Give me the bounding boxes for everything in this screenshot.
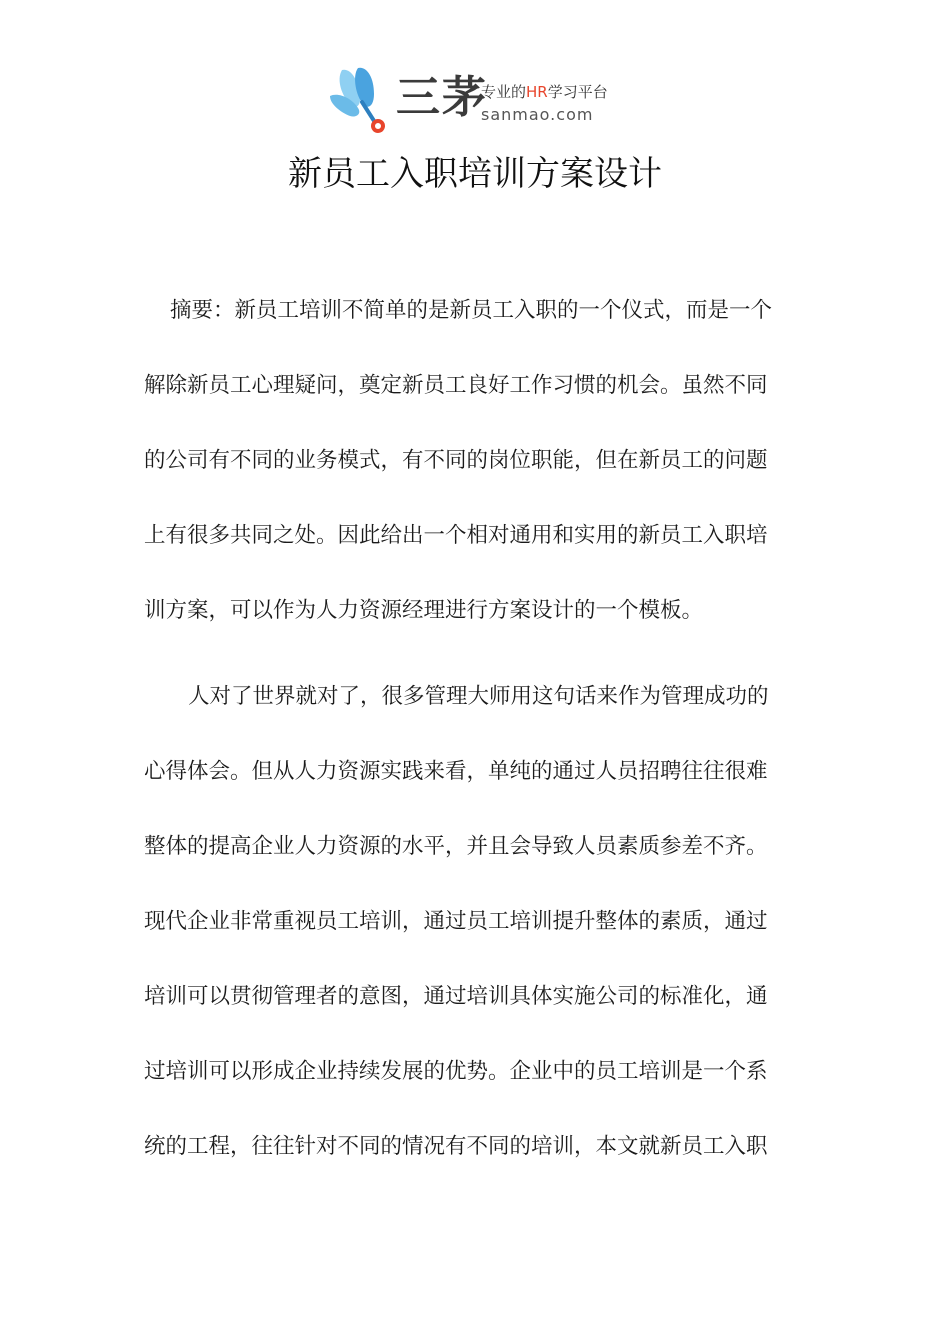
paragraph-abstract [144, 296, 808, 626]
text-line: 上有很多共同之处。因此给出一个相对通用和实用的新员工入职培 [144, 523, 768, 548]
text-line: 现代企业非常重视员工培训，通过员工培训提升整体的素质，通过 [144, 909, 768, 934]
text-line: 培训可以贯彻管理者的意图，通过培训具体实施公司的标准化，通 [144, 984, 768, 1009]
text-line: 统的工程，往往针对不同的情况有不同的培训，本文就新员工入职 [144, 1134, 768, 1159]
text-line: 整体的提高企业人力资源的水平，并且会导致人员素质参差不齐。 [144, 834, 768, 859]
text-line: 训方案，可以作为人力资源经理进行方案设计的一个模板。 [144, 598, 704, 623]
tagline-suffix: 学习平台 [547, 83, 608, 101]
logo-tagline [481, 82, 608, 102]
logo-brand-text: 三茅 [396, 72, 488, 123]
text-line: 过培训可以形成企业持续发展的优势。企业中的员工培训是一个系 [144, 1059, 768, 1084]
dragonfly-logo-icon [328, 66, 392, 136]
paragraph-intro [144, 682, 808, 1162]
text-line: 摘要：新员工培训不简单的是新员工入职的一个仪式，而是一个 [170, 298, 773, 323]
tagline-prefix: 专业的 [481, 83, 527, 101]
logo-domain: sanmao.com [481, 105, 594, 124]
document-title: 新员工入职培训方案设计 [288, 154, 662, 194]
text-line: 心得体会。但从人力资源实践来看，单纯的通过人员招聘往往很难 [144, 759, 768, 784]
text-line: 解除新员工心理疑问，奠定新员工良好工作习惯的机会。虽然不同 [144, 373, 768, 398]
text-line: 人对了世界就对了，很多管理大师用这句话来作为管理成功的 [188, 684, 769, 709]
tagline-hr: HR [526, 83, 548, 101]
sanmao-logo[interactable] [328, 66, 628, 138]
text-line: 的公司有不同的业务模式，有不同的岗位职能，但在新员工的问题 [144, 448, 768, 473]
